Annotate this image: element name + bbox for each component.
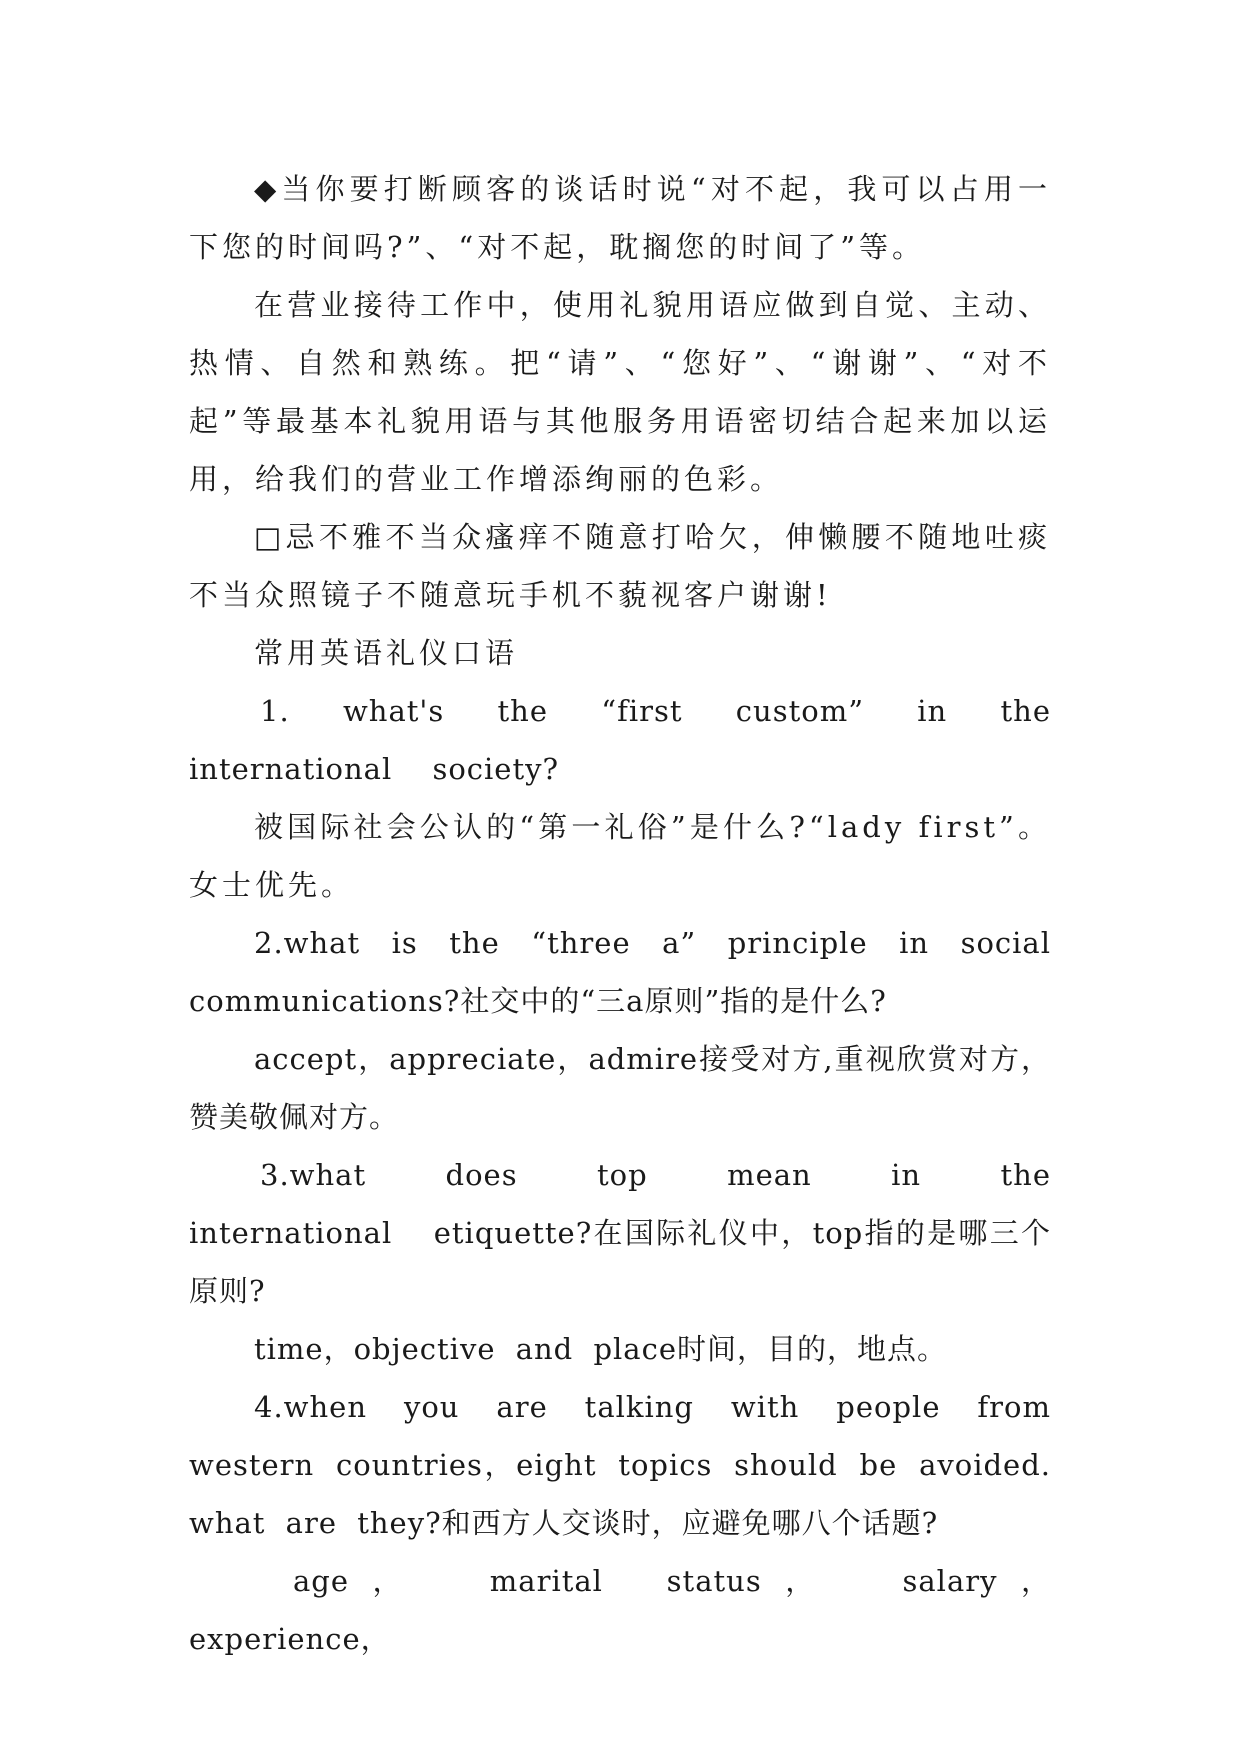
answer-2: accept，appreciate，admire接受对方,重视欣赏对方，赞美敬佩对方。 xyxy=(189,1042,1051,1134)
answer-3: time，objective and place时间，目的，地点。 xyxy=(254,1332,947,1366)
document-body xyxy=(189,160,1051,1668)
question-4: 4.when you are talking with people from western countries，eight topics should be avoided. what are they?和西方人交谈时，应避免哪八个话题? xyxy=(189,1390,1051,1540)
paragraph-interrupt-customer: ◆当你要打断顾客的谈话时说“对不起，我可以占用一下您的时间吗?”、“对不起，耽搁您的时间了”等。 xyxy=(189,172,1051,264)
question-1: 1. what's the “first custom” in the international society? xyxy=(189,694,1051,786)
answer-4-partial: age， marital status， salary， experience， xyxy=(189,1564,1051,1656)
paragraph-courtesy-usage: 在营业接待工作中，使用礼貌用语应做到自觉、主动、热情、自然和熟练。把“请”、“您好”、“谢谢”、“对不起”等最基本礼貌用语与其他服务用语密切结合起来加以运用，给我们的营业工作增添绚丽的色彩。 xyxy=(189,288,1051,496)
question-2: 2.what is the “three a” principle in social communications?社交中的“三a原则”指的是什么? xyxy=(189,926,1051,1018)
paragraph-avoid-behaviors: □忌不雅不当众瘙痒不随意打哈欠，伸懒腰不随地吐痰不当众照镜子不随意玩手机不藐视客户谢谢! xyxy=(189,520,1051,612)
answer-1: 被国际社会公认的“第一礼俗”是什么?“lady first”。女士优先。 xyxy=(189,810,1051,902)
section-heading-english-etiquette: 常用英语礼仪口语 xyxy=(254,636,519,670)
question-3: 3.what does top mean in the international etiquette?在国际礼仪中，top指的是哪三个原则? xyxy=(189,1158,1051,1308)
